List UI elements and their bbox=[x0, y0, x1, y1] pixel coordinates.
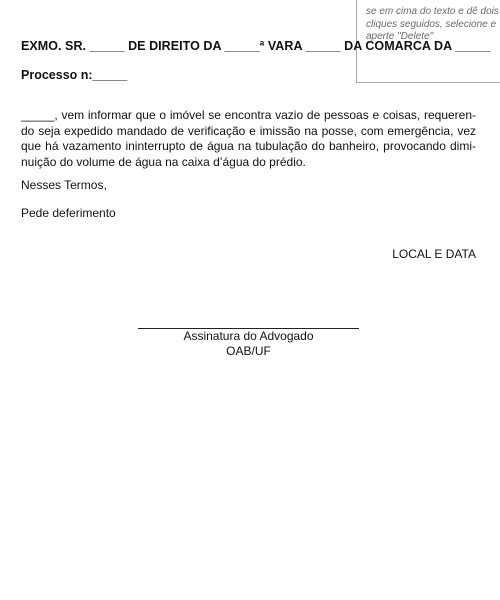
signature-name: Assinatura do Advogado bbox=[183, 329, 314, 343]
local-and-date: LOCAL E DATA bbox=[392, 247, 476, 261]
process-number: Processo n:_____ bbox=[21, 68, 128, 82]
body-line: do seja expedido mandado de verificação e imissão na posse, com emergência, vez bbox=[21, 123, 476, 138]
document-body bbox=[21, 108, 476, 170]
request-text: Pede deferimento bbox=[21, 206, 116, 220]
body-line: _____, vem informar que o imóvel se encontra vazio de pessoas e coisas, requeren- bbox=[21, 108, 476, 122]
body-line: nuição do volume de água na caixa d’água do prédio. bbox=[21, 154, 306, 169]
note-line: se em cima do texto e dê dois bbox=[366, 6, 499, 17]
closing-text: Nesses Termos, bbox=[21, 178, 107, 192]
signature-oab: OAB/UF bbox=[226, 344, 271, 358]
note-line: cliques seguidos, selecione e bbox=[366, 18, 497, 30]
body-line: que há vazamento ininterrupto de água na tubulação do banheiro, provocando dimi- bbox=[21, 139, 476, 153]
document-heading: EXMO. SR. _____ DE DIREITO DA _____ª VARA _____ DA COMARCA DA _____ bbox=[21, 39, 491, 53]
note-line: aperte "Delete" bbox=[366, 31, 434, 42]
